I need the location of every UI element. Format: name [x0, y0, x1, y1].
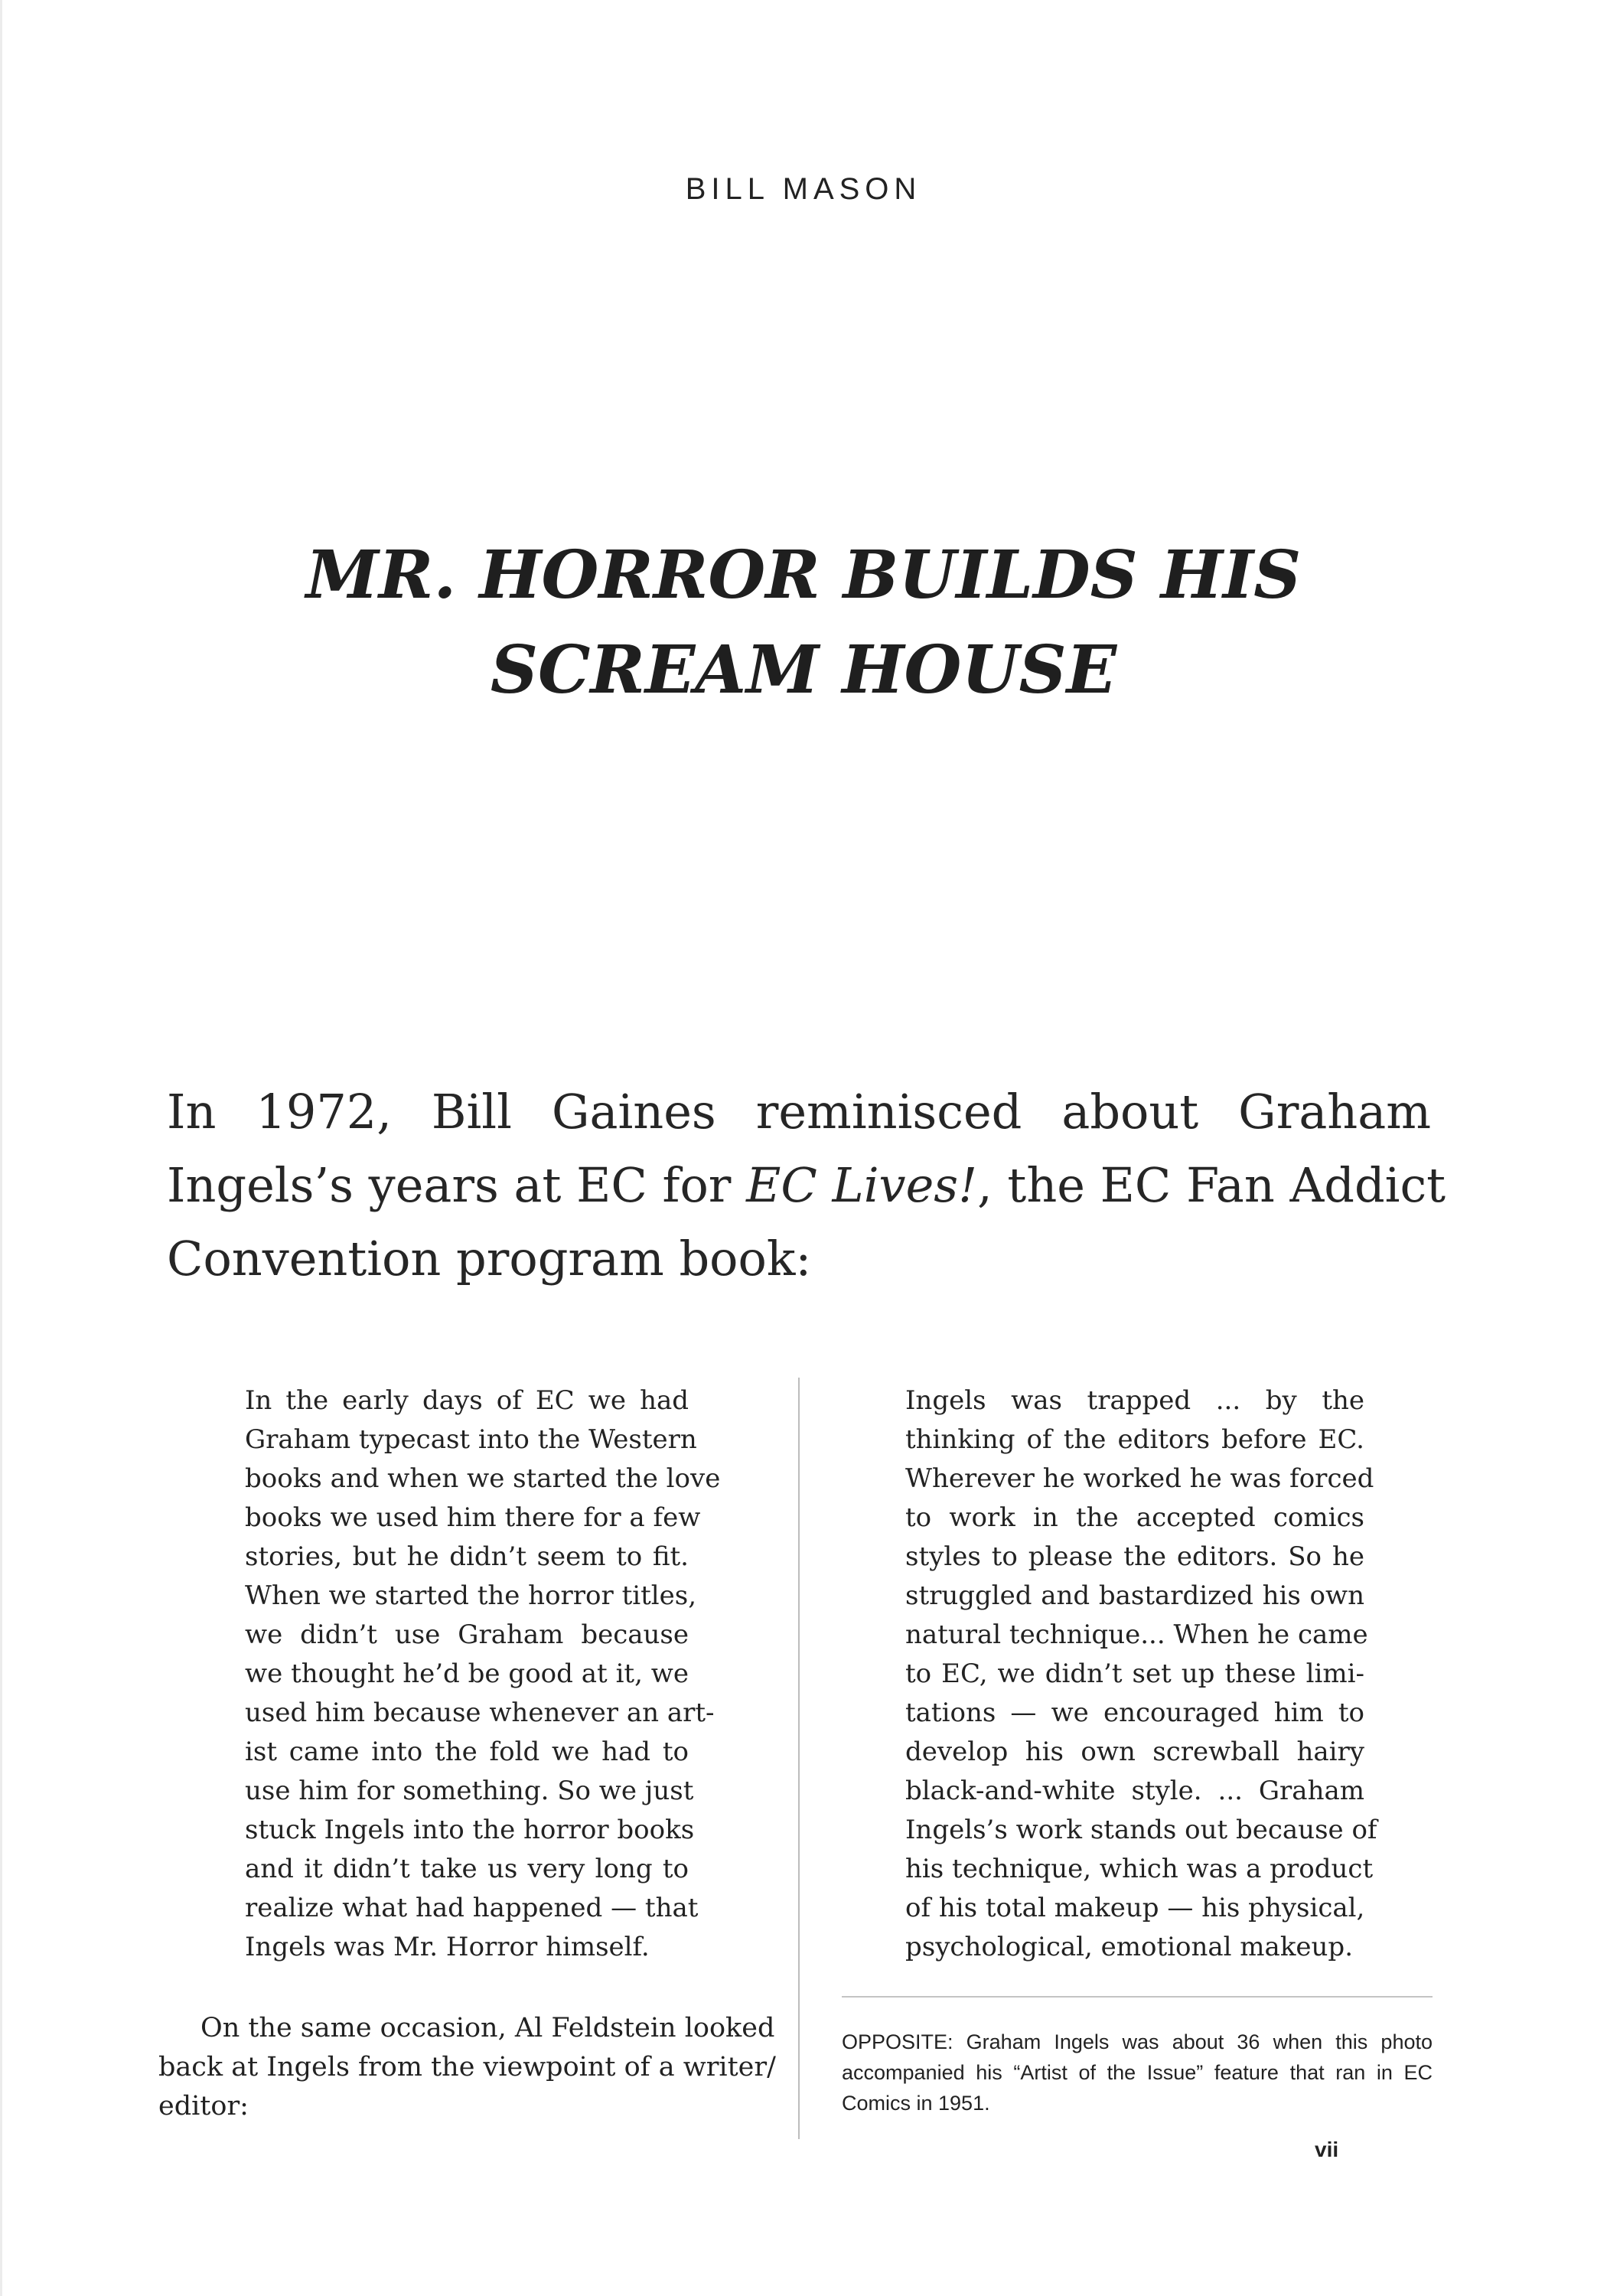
- feldstein-quote: [905, 1381, 1377, 1967]
- column-divider: [798, 1378, 800, 2139]
- page-edge: [0, 0, 2, 2296]
- intro-line-1: In 1972, Bill Gaines reminisced about Graham: [167, 1084, 1431, 1140]
- quote-line: Wherever he worked he was forced: [905, 1463, 1374, 1494]
- quote-line: and it didn’t take us very long to: [245, 1854, 689, 1884]
- quote-line: books and when we started the love: [245, 1463, 721, 1494]
- quote-line: natural technique... When he came: [905, 1619, 1368, 1650]
- caption-rule: [842, 1996, 1433, 1998]
- quote-line: In the early days of EC we had: [245, 1385, 689, 1416]
- quote-line: stories, but he didn’t seem to fit.: [245, 1541, 689, 1572]
- quote-line: his technique, which was a product: [905, 1854, 1374, 1884]
- caption-line: accompanied his “Artist of the Issue” feature that ran in EC: [842, 2061, 1433, 2084]
- quote-line: Graham typecast into the Western: [245, 1424, 697, 1455]
- quote-line: ist came into the fold we had to: [245, 1737, 689, 1767]
- author-name: BILL MASON: [685, 172, 922, 206]
- body-line: back at Ingels from the viewpoint of a writer/: [158, 2052, 776, 2082]
- intro-line-2: [167, 1149, 1446, 1222]
- gaines-quote: [245, 1381, 721, 1967]
- chapter-title-line-1: MR. HORROR BUILDS HIS: [305, 536, 1302, 614]
- quote-line: struggled and bastardized his own: [905, 1580, 1364, 1611]
- body-paragraph: [158, 2009, 776, 2126]
- quote-line: psychological, emotional makeup.: [905, 1932, 1354, 1962]
- quote-line: Ingels’s work stands out because of: [905, 1815, 1377, 1845]
- quote-line: use him for something. So we just: [245, 1776, 694, 1806]
- quote-line: Ingels was trapped ... by the: [905, 1385, 1364, 1416]
- quote-line: develop his own screwball hairy: [905, 1737, 1364, 1767]
- quote-line: black-and-white style. ... Graham: [905, 1776, 1364, 1806]
- body-line: On the same occasion, Al Feldstein looked: [200, 2013, 775, 2043]
- quote-line: to EC, we didn’t set up these limi-: [905, 1658, 1364, 1689]
- quote-line: we didn’t use Graham because: [245, 1619, 689, 1650]
- quote-line: realize what had happened — that: [245, 1893, 699, 1923]
- intro-paragraph: [167, 1075, 1446, 1296]
- quote-line: of his total makeup — his physical,: [905, 1893, 1365, 1923]
- quote-line: stuck Ingels into the horror books: [245, 1815, 695, 1845]
- intro-line-2-end: , the EC Fan Addict: [977, 1157, 1446, 1213]
- quote-line: used him because whenever an art-: [245, 1698, 715, 1728]
- intro-line-3: Convention program book:: [167, 1231, 812, 1287]
- chapter-title-line-2: SCREAM HOUSE: [490, 631, 1117, 709]
- quote-line: thinking of the editors before EC.: [905, 1424, 1364, 1455]
- quote-line: tations — we encouraged him to: [905, 1698, 1364, 1728]
- body-line: editor:: [158, 2091, 249, 2122]
- caption-line: OPPOSITE: Graham Ingels was about 36 when this photo: [842, 2030, 1433, 2053]
- quote-line: books we used him there for a few: [245, 1502, 701, 1533]
- photo-caption: [842, 2027, 1433, 2118]
- intro-line-2-start: Ingels’s years at EC for: [167, 1157, 747, 1213]
- quote-line: we thought he’d be good at it, we: [245, 1658, 689, 1689]
- chapter-title: [0, 528, 1607, 718]
- page-number: vii: [1315, 2138, 1339, 2161]
- publication-title: EC Lives!: [746, 1157, 977, 1213]
- quote-line: Ingels was Mr. Horror himself.: [245, 1932, 650, 1962]
- quote-line: When we started the horror titles,: [245, 1580, 697, 1611]
- caption-line: Comics in 1951.: [842, 2092, 990, 2115]
- quote-line: styles to please the editors. So he: [905, 1541, 1364, 1572]
- quote-line: to work in the accepted comics: [905, 1502, 1364, 1533]
